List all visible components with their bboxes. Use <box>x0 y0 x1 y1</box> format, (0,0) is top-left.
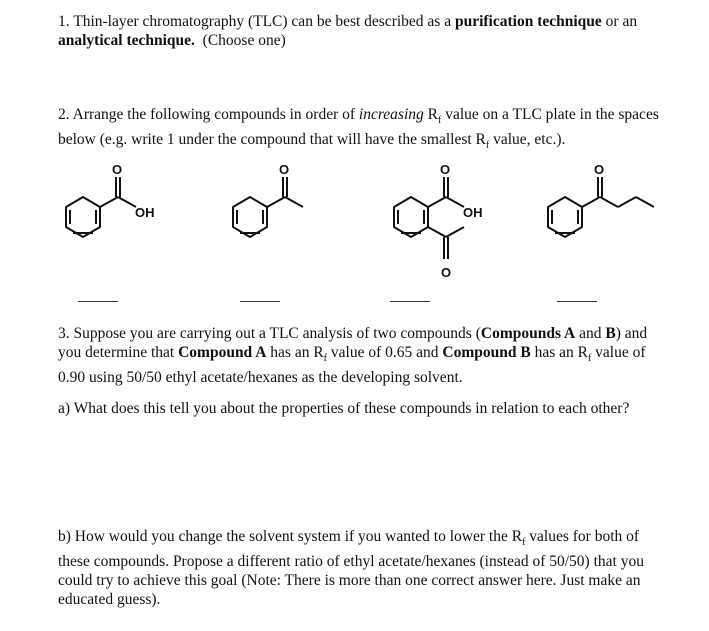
question-3b-line-4: educated guess). <box>58 591 161 609</box>
q2-rf-r: R <box>423 106 438 123</box>
compound-a-label-2: Compound A <box>178 344 267 361</box>
carbonyl-oxygen-label: O <box>112 162 123 177</box>
compound-acetylbenzoic-acid <box>383 160 513 285</box>
carbonyl-oxygen-label: O <box>279 162 290 177</box>
qb-text-2: values for both of <box>525 528 640 545</box>
answer-blank-1[interactable] <box>78 301 118 302</box>
q1-text: 1. Thin-layer chromatography (TLC) can be best described as a <box>58 13 455 30</box>
q1-option-purification: purification technique <box>454 13 602 30</box>
hydroxyl-label: OH <box>463 205 483 220</box>
answer-blank-4[interactable] <box>557 301 597 302</box>
question-1-line-1 <box>58 12 637 31</box>
ketone-oxygen-label: O <box>441 265 452 280</box>
question-2 <box>58 105 659 155</box>
question-3b-line-2: these compounds. Propose a different ratio of ethyl acetate/hexanes (instead of 50/50) that you <box>58 553 644 571</box>
q3-text-2: ) and <box>615 325 648 342</box>
question-3b <box>58 527 644 609</box>
q3-text-7: value of <box>591 344 646 361</box>
compound-acetophenone <box>222 160 332 260</box>
q1-option-analytical: analytical technique. <box>58 32 195 49</box>
q2-text-3: below (e.g. write 1 under the compound that will have the smallest R <box>58 131 486 149</box>
compound-b-label-2: Compound B <box>442 344 531 361</box>
q3-text-4: has an R <box>266 344 324 361</box>
q3-text-5: value of 0.65 and <box>327 344 443 361</box>
qb-text: b) How would you change the solvent system if you wanted to lower the R <box>58 528 523 545</box>
answer-blank-3[interactable] <box>390 301 430 302</box>
q2-text: 2. Arrange the following compounds in order of <box>58 106 359 123</box>
question-3b-line-1 <box>58 527 644 552</box>
q2-rf-sub-2: f <box>485 140 490 152</box>
question-1-line-2 <box>58 31 637 50</box>
hydroxyl-label: OH <box>135 205 155 220</box>
q3-text: 3. Suppose you are carrying out a TLC analysis of two compounds ( <box>58 325 481 342</box>
carbonyl-oxygen-label: O <box>440 162 451 177</box>
answer-blank-2[interactable] <box>240 301 280 302</box>
carbonyl-oxygen-label: O <box>594 162 605 177</box>
question-1 <box>58 12 637 50</box>
q1-instruction: (Choose one) <box>194 32 286 49</box>
question-3 <box>58 324 647 387</box>
q3-rf-sub-2: f <box>587 353 592 365</box>
question-2-line-1 <box>58 105 659 130</box>
question-3a <box>58 399 629 418</box>
question-3a-text: a) What does this tell you about the properties of these compounds in relation to each other? <box>58 400 630 417</box>
q2-emphasis: increasing <box>358 106 424 123</box>
qb-rf-sub: f <box>522 537 526 549</box>
q1-text-or: or an <box>601 13 638 30</box>
compound-b-label: B <box>605 325 616 342</box>
q2-text-4: value, etc.). <box>489 131 566 149</box>
q3-rf-sub: f <box>323 353 328 365</box>
question-3-line-3: 0.90 using 50/50 ethyl acetate/hexanes as the developing solvent. <box>58 369 463 387</box>
q3-and: and <box>575 325 606 342</box>
q3-text-3: you determine that <box>58 344 179 361</box>
q3-text-6: has an R <box>530 344 588 361</box>
q2-text-2: value on a TLC plate in the spaces <box>441 106 659 123</box>
compound-propiophenone <box>537 160 687 260</box>
compound-benzoic-acid <box>55 160 185 260</box>
question-3-line-1 <box>58 324 647 343</box>
q2-rf-sub: f <box>438 115 442 127</box>
question-3-line-2 <box>58 343 647 368</box>
question-3b-line-3: could try to achieve this goal (Note: There is more than one correct answer here. Just make an <box>58 572 641 590</box>
question-2-line-2 <box>58 130 659 155</box>
compound-a-label: Compounds A <box>480 325 576 342</box>
